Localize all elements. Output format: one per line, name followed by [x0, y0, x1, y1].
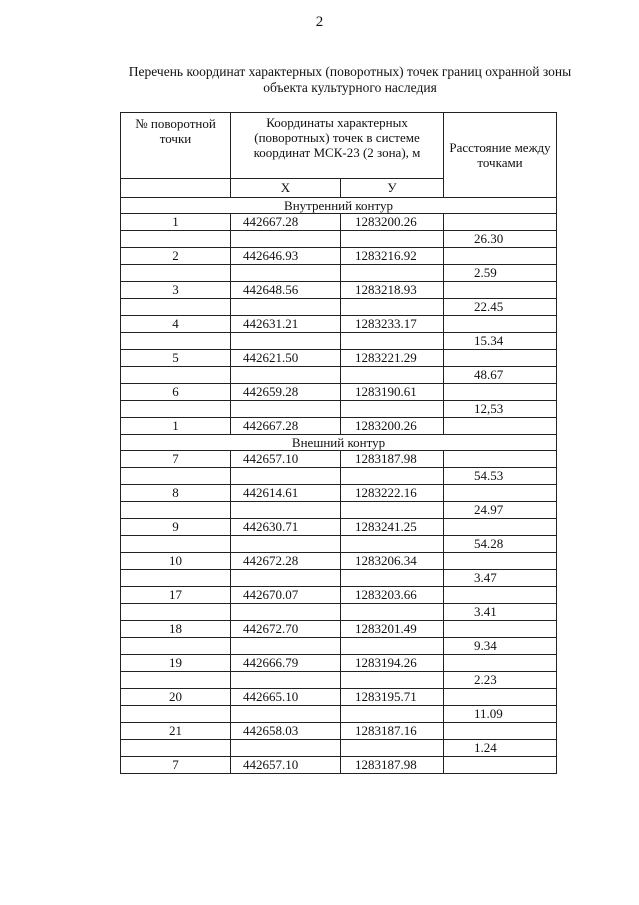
distance-row-blank [341, 367, 444, 384]
distance-blank [444, 485, 557, 502]
distance-value: 11.09 [444, 706, 557, 723]
distance-row-blank [231, 468, 341, 485]
distance-value: 24.97 [444, 502, 557, 519]
distance-row [121, 672, 557, 689]
point-x: 442659.28 [231, 384, 341, 401]
point-y: 1283216.92 [341, 248, 444, 265]
distance-value: 2.59 [444, 265, 557, 282]
distance-row-blank [341, 468, 444, 485]
distance-value: 1.24 [444, 740, 557, 757]
distance-blank [444, 350, 557, 367]
point-y: 1283187.16 [341, 723, 444, 740]
point-y: 1283221.29 [341, 350, 444, 367]
distance-row-blank [231, 604, 341, 621]
distance-row-blank [341, 740, 444, 757]
point-y: 1283195.71 [341, 689, 444, 706]
distance-blank [444, 519, 557, 536]
distance-row-blank [341, 604, 444, 621]
point-x: 442667.28 [231, 418, 341, 435]
coordinates-table [120, 112, 557, 774]
point-row [121, 553, 557, 570]
distance-blank [444, 553, 557, 570]
distance-value: 12,53 [444, 401, 557, 418]
point-row [121, 587, 557, 604]
distance-row-blank [231, 502, 341, 519]
point-number: 4 [121, 316, 231, 333]
point-row [121, 384, 557, 401]
point-x: 442665.10 [231, 689, 341, 706]
point-x: 442670.07 [231, 587, 341, 604]
point-row [121, 248, 557, 265]
point-number: 7 [121, 451, 231, 468]
point-x: 442667.28 [231, 214, 341, 231]
point-y: 1283241.25 [341, 519, 444, 536]
point-y: 1283187.98 [341, 757, 444, 774]
point-row [121, 214, 557, 231]
distance-row-blank [121, 570, 231, 587]
title-line-1: Перечень координат характерных (поворотных) точек границ охранной зоны [128, 64, 572, 79]
distance-blank [444, 451, 557, 468]
point-y: 1283218.93 [341, 282, 444, 299]
title-line-2: объекта культурного наследия [263, 80, 437, 95]
point-number: 1 [121, 214, 231, 231]
distance-row-blank [121, 401, 231, 418]
distance-row-blank [231, 740, 341, 757]
point-y: 1283194.26 [341, 655, 444, 672]
point-y: 1283222.16 [341, 485, 444, 502]
point-row [121, 350, 557, 367]
header-distance: Расстояние между точками [444, 113, 557, 198]
point-number: 21 [121, 723, 231, 740]
point-y: 1283190.61 [341, 384, 444, 401]
point-row [121, 689, 557, 706]
distance-row [121, 468, 557, 485]
distance-row-blank [121, 638, 231, 655]
point-number: 3 [121, 282, 231, 299]
distance-row-blank [121, 231, 231, 248]
point-number: 8 [121, 485, 231, 502]
point-x: 442666.79 [231, 655, 341, 672]
distance-row-blank [341, 333, 444, 350]
distance-row-blank [341, 638, 444, 655]
distance-row [121, 299, 557, 316]
point-row [121, 757, 557, 774]
point-number: 6 [121, 384, 231, 401]
distance-blank [444, 689, 557, 706]
distance-row-blank [121, 706, 231, 723]
point-row [121, 485, 557, 502]
distance-row-blank [121, 468, 231, 485]
point-y: 1283203.66 [341, 587, 444, 604]
distance-value: 54.28 [444, 536, 557, 553]
distance-row [121, 536, 557, 553]
distance-row [121, 638, 557, 655]
point-y: 1283200.26 [341, 418, 444, 435]
distance-row-blank [231, 706, 341, 723]
distance-row-blank [341, 231, 444, 248]
distance-blank [444, 214, 557, 231]
distance-row [121, 502, 557, 519]
distance-row-blank [341, 265, 444, 282]
header-coordinates: Координаты характерных (поворотных) точек в системе координат МСК-23 (2 зона), м [231, 113, 444, 179]
point-x: 442657.10 [231, 451, 341, 468]
distance-row-blank [341, 536, 444, 553]
distance-row-blank [341, 401, 444, 418]
distance-row-blank [121, 604, 231, 621]
document-title [90, 64, 610, 96]
distance-blank [444, 655, 557, 672]
point-y: 1283233.17 [341, 316, 444, 333]
point-x: 442630.71 [231, 519, 341, 536]
point-row [121, 316, 557, 333]
point-row [121, 519, 557, 536]
point-x: 442621.50 [231, 350, 341, 367]
point-y: 1283201.49 [341, 621, 444, 638]
distance-row [121, 401, 557, 418]
point-y: 1283200.26 [341, 214, 444, 231]
distance-blank [444, 621, 557, 638]
distance-row-blank [121, 299, 231, 316]
distance-row-blank [231, 367, 341, 384]
distance-row [121, 367, 557, 384]
header-blank [121, 179, 231, 198]
point-number: 18 [121, 621, 231, 638]
distance-blank [444, 282, 557, 299]
distance-row [121, 706, 557, 723]
distance-row-blank [231, 231, 341, 248]
distance-value: 3.41 [444, 604, 557, 621]
point-row [121, 655, 557, 672]
distance-row-blank [341, 570, 444, 587]
distance-value: 26.30 [444, 231, 557, 248]
section-row [121, 435, 557, 451]
distance-row-blank [121, 672, 231, 689]
point-number: 19 [121, 655, 231, 672]
point-y: 1283206.34 [341, 553, 444, 570]
page-number: 2 [315, 14, 324, 30]
distance-row-blank [231, 638, 341, 655]
distance-row-blank [341, 706, 444, 723]
distance-row [121, 570, 557, 587]
distance-value: 15.34 [444, 333, 557, 350]
point-x: 442614.61 [231, 485, 341, 502]
distance-row-blank [121, 333, 231, 350]
distance-value: 3.47 [444, 570, 557, 587]
point-number: 9 [121, 519, 231, 536]
point-number: 1 [121, 418, 231, 435]
distance-blank [444, 723, 557, 740]
distance-value: 22.45 [444, 299, 557, 316]
distance-row-blank [231, 333, 341, 350]
distance-row-blank [341, 502, 444, 519]
point-y: 1283187.98 [341, 451, 444, 468]
distance-value: 48.67 [444, 367, 557, 384]
point-row [121, 621, 557, 638]
distance-row-blank [121, 502, 231, 519]
distance-row-blank [231, 265, 341, 282]
point-row [121, 282, 557, 299]
point-x: 442672.28 [231, 553, 341, 570]
distance-row [121, 740, 557, 757]
section-title: Внутренний контур [121, 198, 557, 214]
header-point-number: № поворотной точки [121, 113, 231, 179]
point-number: 7 [121, 757, 231, 774]
distance-row-blank [121, 740, 231, 757]
point-number: 20 [121, 689, 231, 706]
distance-value: 9.34 [444, 638, 557, 655]
point-number: 17 [121, 587, 231, 604]
distance-blank [444, 316, 557, 333]
distance-row [121, 265, 557, 282]
point-x: 442672.70 [231, 621, 341, 638]
distance-value: 54.53 [444, 468, 557, 485]
distance-row-blank [121, 536, 231, 553]
header-y: У [341, 179, 444, 198]
point-x: 442657.10 [231, 757, 341, 774]
point-x: 442648.56 [231, 282, 341, 299]
distance-row-blank [231, 401, 341, 418]
coordinates-table-wrapper [120, 112, 556, 808]
distance-blank [444, 757, 557, 774]
point-x: 442631.21 [231, 316, 341, 333]
section-title: Внешний контур [121, 435, 557, 451]
distance-row-blank [121, 265, 231, 282]
point-row [121, 418, 557, 435]
distance-value: 2.23 [444, 672, 557, 689]
point-number: 10 [121, 553, 231, 570]
point-x: 442658.03 [231, 723, 341, 740]
point-number: 2 [121, 248, 231, 265]
distance-blank [444, 587, 557, 604]
distance-row [121, 231, 557, 248]
distance-row-blank [341, 672, 444, 689]
distance-row-blank [121, 367, 231, 384]
distance-row [121, 333, 557, 350]
header-x: X [231, 179, 341, 198]
point-number: 5 [121, 350, 231, 367]
point-row [121, 723, 557, 740]
distance-blank [444, 418, 557, 435]
distance-row-blank [231, 672, 341, 689]
distance-blank [444, 248, 557, 265]
distance-row-blank [341, 299, 444, 316]
distance-row-blank [231, 570, 341, 587]
distance-row [121, 604, 557, 621]
distance-blank [444, 384, 557, 401]
point-x: 442646.93 [231, 248, 341, 265]
distance-row-blank [231, 536, 341, 553]
section-row [121, 198, 557, 214]
point-row [121, 451, 557, 468]
distance-row-blank [231, 299, 341, 316]
